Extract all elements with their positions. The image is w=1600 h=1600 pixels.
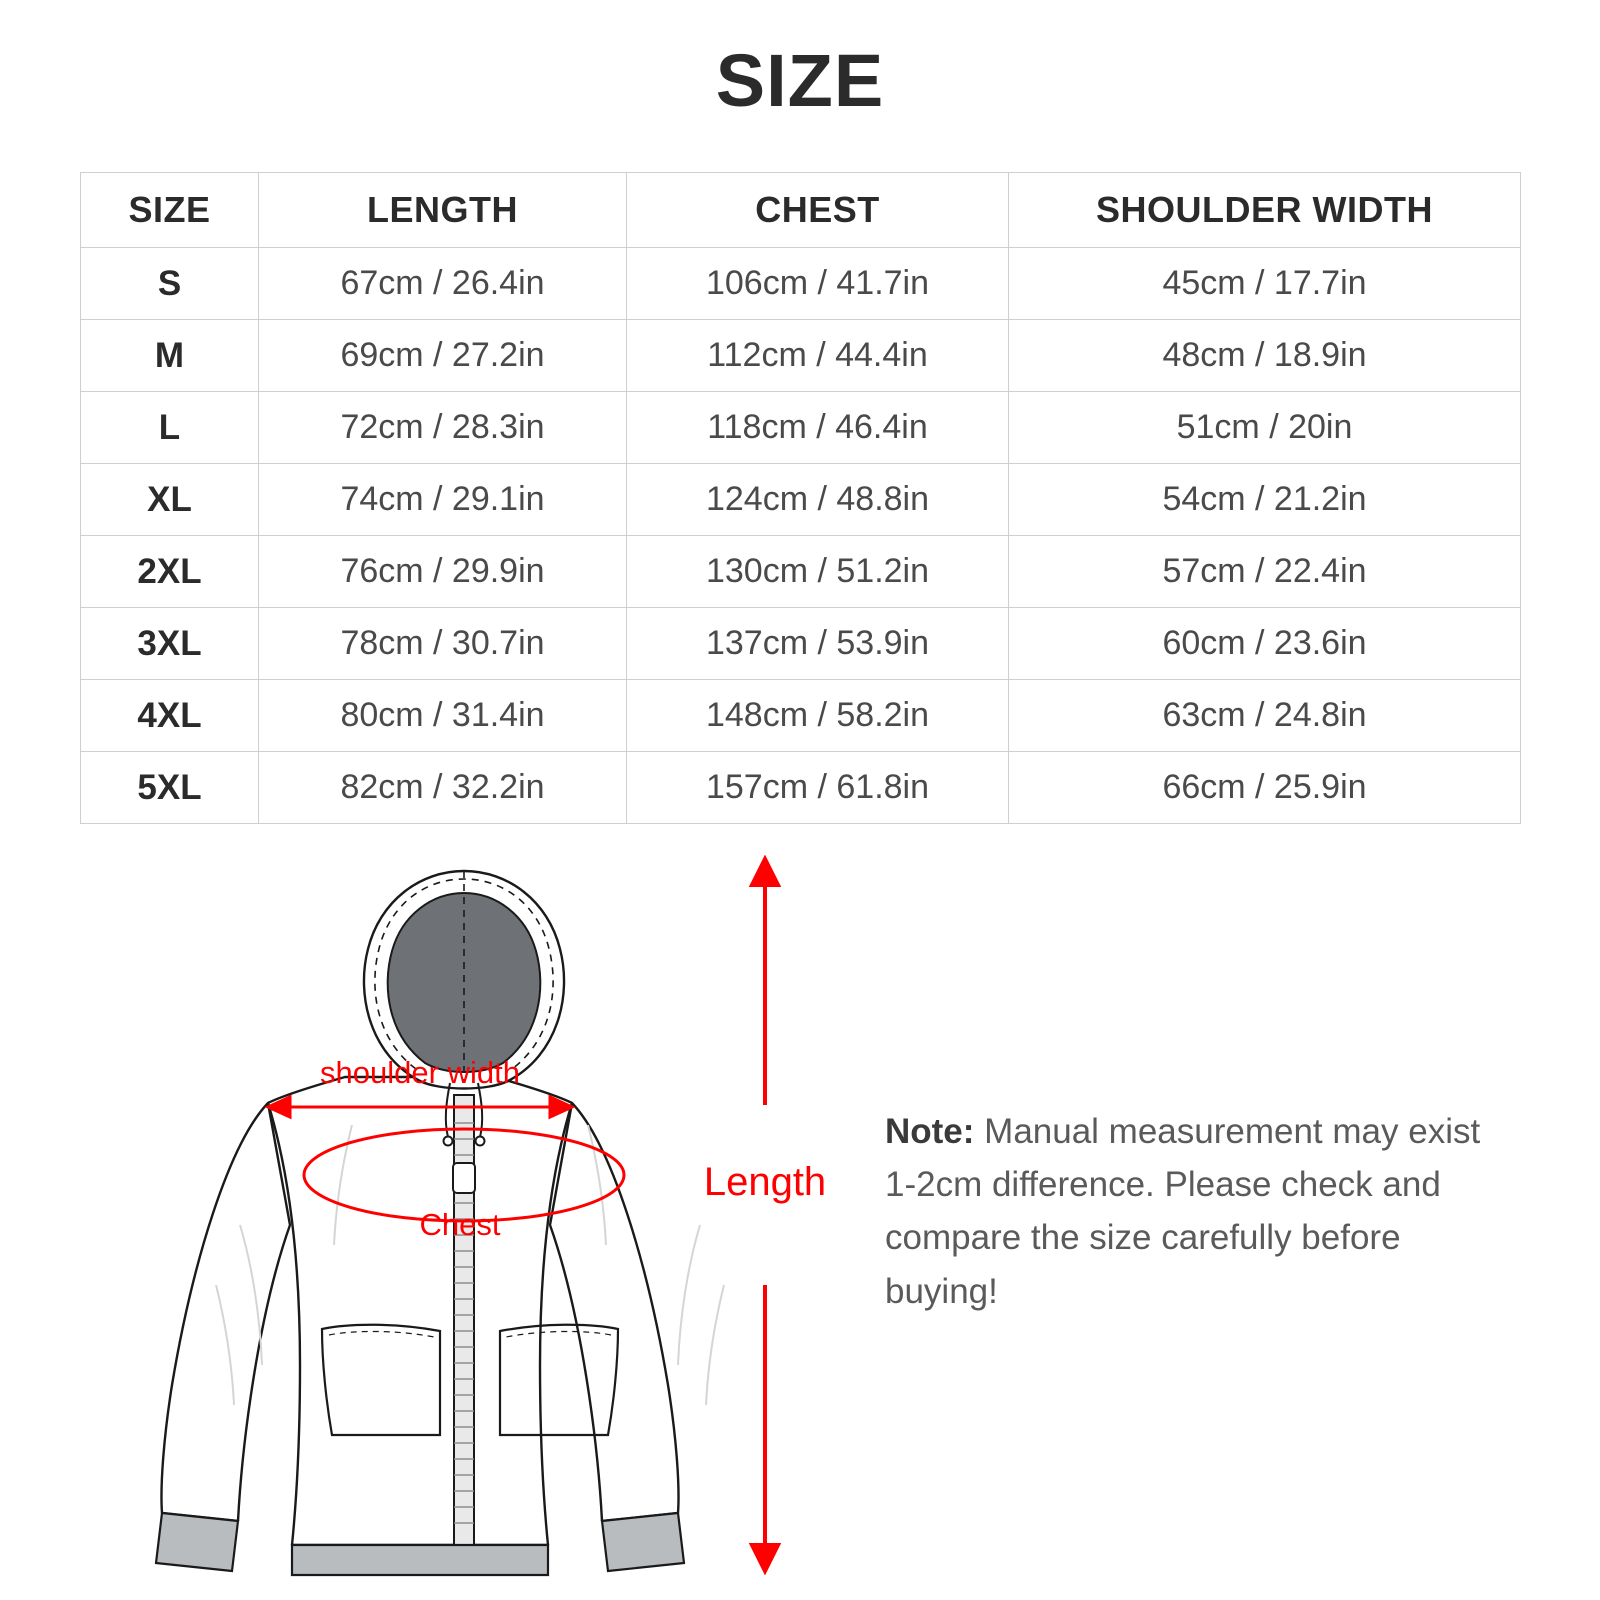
cell-chest: 124cm / 48.8in: [627, 464, 1009, 536]
column-header-size: SIZE: [81, 173, 259, 248]
cell-size: 4XL: [81, 680, 259, 752]
cell-chest: 118cm / 46.4in: [627, 392, 1009, 464]
cell-size: 2XL: [81, 536, 259, 608]
cell-length: 76cm / 29.9in: [259, 536, 627, 608]
table-row: [81, 464, 1521, 536]
cell-shoulder: 60cm / 23.6in: [1009, 608, 1521, 680]
cell-chest: 112cm / 44.4in: [627, 320, 1009, 392]
length-measurement-arrow: [700, 855, 830, 1575]
column-header-length: LENGTH: [259, 173, 627, 248]
column-header-shoulder: SHOULDER WIDTH: [1009, 173, 1521, 248]
cell-size: XL: [81, 464, 259, 536]
length-label: Length: [703, 1160, 827, 1204]
table-row: [81, 680, 1521, 752]
cell-chest: 130cm / 51.2in: [627, 536, 1009, 608]
cell-length: 82cm / 32.2in: [259, 752, 627, 824]
cell-length: 80cm / 31.4in: [259, 680, 627, 752]
cell-shoulder: 66cm / 25.9in: [1009, 752, 1521, 824]
cell-size: M: [81, 320, 259, 392]
cell-shoulder: 45cm / 17.7in: [1009, 248, 1521, 320]
size-table: [80, 172, 1521, 824]
size-table-container: [80, 172, 1520, 824]
table-body: [81, 248, 1521, 824]
cell-length: 78cm / 30.7in: [259, 608, 627, 680]
cell-size: S: [81, 248, 259, 320]
note-block: [885, 1105, 1505, 1318]
cell-shoulder: 63cm / 24.8in: [1009, 680, 1521, 752]
page-title: SIZE: [715, 39, 885, 122]
cell-shoulder: 48cm / 18.9in: [1009, 320, 1521, 392]
cell-size: L: [81, 392, 259, 464]
cell-length: 74cm / 29.1in: [259, 464, 627, 536]
note-text: Manual measurement may exist 1-2cm difference. Please check and compare the size carefully before buying!: [885, 1112, 1481, 1311]
cell-shoulder: 54cm / 21.2in: [1009, 464, 1521, 536]
table-row: [81, 608, 1521, 680]
cell-length: 69cm / 27.2in: [259, 320, 627, 392]
svg-text:Chest: Chest: [419, 1207, 501, 1242]
cell-length: 72cm / 28.3in: [259, 392, 627, 464]
table-header-row: [81, 173, 1521, 248]
column-header-chest: CHEST: [627, 173, 1009, 248]
cell-chest: 148cm / 58.2in: [627, 680, 1009, 752]
cell-chest: 106cm / 41.7in: [627, 248, 1009, 320]
cell-size: 3XL: [81, 608, 259, 680]
table-row: [81, 392, 1521, 464]
cell-chest: 157cm / 61.8in: [627, 752, 1009, 824]
table-row: [81, 248, 1521, 320]
cell-length: 67cm / 26.4in: [259, 248, 627, 320]
table-row: [81, 536, 1521, 608]
cell-size: 5XL: [81, 752, 259, 824]
svg-text:shoulder width: shoulder width: [320, 1055, 520, 1090]
table-header: [81, 173, 1521, 248]
cell-chest: 137cm / 53.9in: [627, 608, 1009, 680]
cell-shoulder: 51cm / 20in: [1009, 392, 1521, 464]
cell-shoulder: 57cm / 22.4in: [1009, 536, 1521, 608]
note-prefix: Note:: [885, 1112, 975, 1151]
table-row: [81, 752, 1521, 824]
table-row: [81, 320, 1521, 392]
